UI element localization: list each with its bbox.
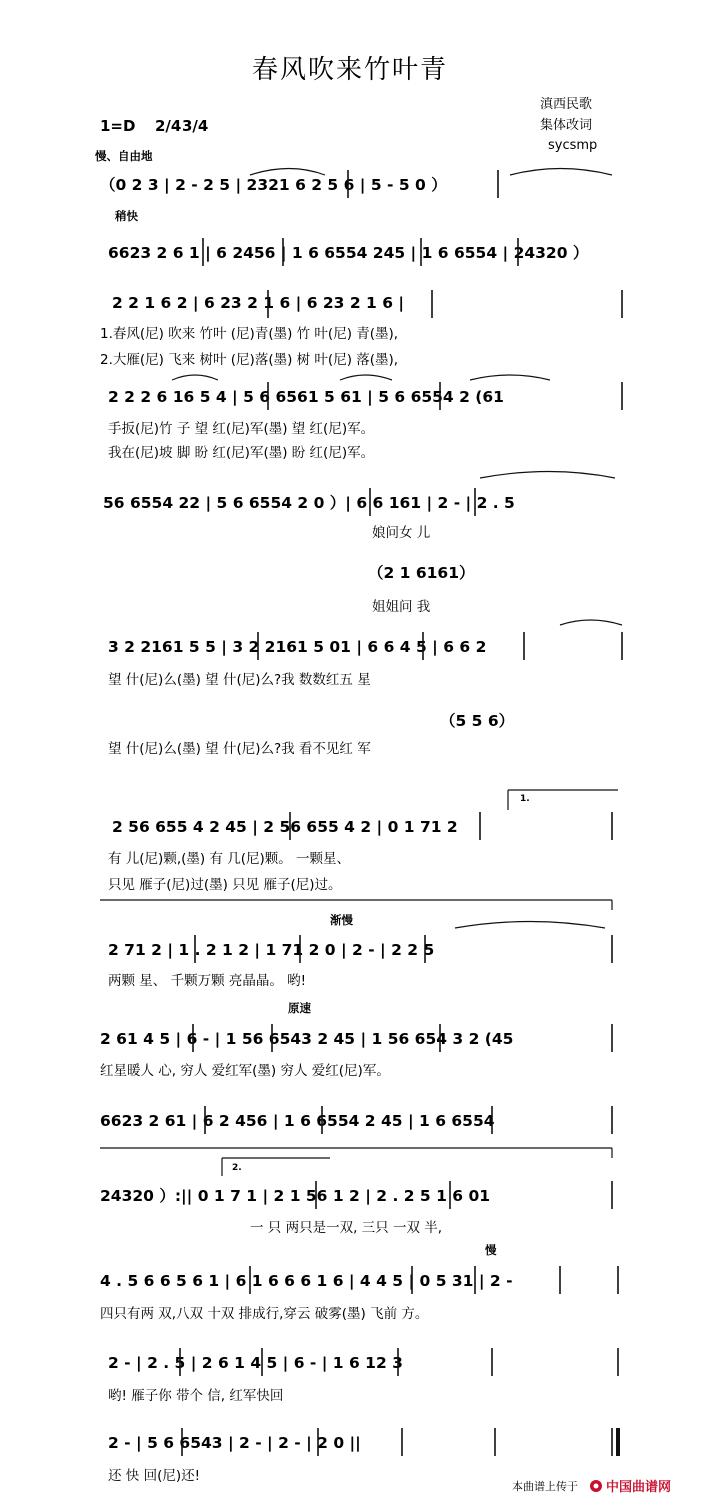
lyric-line-16: 还 快 回(尼)还! <box>108 1468 201 1484</box>
tempo-marking-5: 慢 <box>485 1243 497 1257</box>
tempo-marking-3: 渐慢 <box>330 913 353 927</box>
lyric-line-2: 2.大雁(尼) 飞来 树叶 (尼)落(墨) 树 叶(尼) 落(墨), <box>100 352 399 368</box>
music-line-2: 6623 2 6 1 | 6 2456 | 1 6 6554 245 | 1 6 6554 | 24320 ） <box>108 244 589 262</box>
music-line-9: 2 56 655 4 2 45 | 2 56 655 4 2 | 0 1 71 2 <box>112 818 458 836</box>
music-line-8: （5 5 6） <box>440 712 515 730</box>
credit-lyrics: 集体改词 <box>540 118 593 133</box>
footer-upload-text: 本曲谱上传于 <box>512 1480 578 1493</box>
lyric-line-13: 一 只 两只是一双, 三只 一双 半, <box>250 1220 443 1236</box>
music-line-1: （0 2 3 | 2 - 2 5 | 2321 6 2 5 6 | 5 - 5 0 ） <box>100 176 447 194</box>
lyric-line-12: 红星暖人 心, 穷人 爱红军(墨) 穷人 爱红(尼)军。 <box>100 1063 390 1079</box>
time-signature-1: 2/4 <box>155 117 182 135</box>
music-line-4: 2 2 2 6 16 5 4 | 5 6 6561 5 61 | 5 6 6554 2 (61 <box>108 388 504 406</box>
lyric-line-14: 四只有两 双,八双 十双 排成行,穿云 破雾(墨) 飞前 方。 <box>100 1306 429 1322</box>
tempo-marking-1: 慢、自由地 <box>95 149 153 163</box>
lyric-line-8: 望 什(尼)么(墨) 望 什(尼)么?我 看不见红 军 <box>108 741 371 757</box>
time-signature-2: 3/4 <box>182 117 209 135</box>
credit-origin: 滇西民歌 <box>540 97 593 112</box>
lyric-line-10: 只见 雁子(尼)过(墨) 只见 雁子(尼)过。 <box>108 877 342 893</box>
music-line-16: 2 - | 5 6 6543 | 2 - | 2 - | 2 0 || <box>108 1434 361 1452</box>
lyric-line-4: 我在(尼)坡 脚 盼 红(尼)军(墨) 盼 红(尼)军。 <box>108 445 375 461</box>
volta-2: 2. <box>232 1163 242 1173</box>
music-line-10: 2 71 2 | 1 . 2 1 2 | 1 71 2 0 | 2 - | 2 2 5 <box>108 941 435 959</box>
lyric-line-3: 手扳(尼)竹 子 望 红(尼)军(墨) 望 红(尼)军。 <box>108 421 375 437</box>
lyric-line-9: 有 儿(尼)颗,(墨) 有 几(尼)颗。 一颗星、 <box>108 851 351 867</box>
music-line-3: 2 2 1 6 2 | 6 23 2 1 6 | 6 23 2 1 6 | <box>112 294 405 312</box>
site-logo-icon <box>590 1480 602 1492</box>
lyric-line-15: 哟! 雁子你 带个 信, 红军快回 <box>108 1388 284 1404</box>
tempo-marking-2: 稍快 <box>115 209 138 223</box>
lyric-line-7: 望 什(尼)么(墨) 望 什(尼)么?我 数数红五 星 <box>108 672 371 688</box>
page-title: 春风吹来竹叶青 <box>251 55 449 85</box>
music-line-15: 2 - | 2 . 5 | 2 6 1 4 5 | 6 - | 1 6 12 3 <box>108 1354 403 1372</box>
music-line-13: 24320 ）:|| 0 1 7 1 | 2 1 56 1 2 | 2 . 2 5 1 6 01 <box>100 1187 491 1205</box>
lyric-line-1: 1.春风(尼) 吹来 竹叶 (尼)青(墨) 竹 叶(尼) 青(墨), <box>100 326 399 342</box>
lyric-line-5: 娘问女 儿 <box>372 525 431 541</box>
lyric-line-11: 两颗 星、 千颗万颗 亮晶晶。 哟! <box>108 973 307 989</box>
volta-1: 1. <box>520 794 530 804</box>
music-line-6: （2 1 6161） <box>368 564 475 582</box>
lyric-line-6: 姐姐问 我 <box>372 599 431 615</box>
music-line-12: 6623 2 61 | 6 2 456 | 1 6 6554 2 45 | 1 6 6554 <box>100 1112 495 1130</box>
music-line-5: 56 6554 22 | 5 6 6554 2 0 ）| 6 6 161 | 2 - | 2 . 5 <box>103 494 515 512</box>
music-line-14: 4 . 5 6 6 5 6 1 | 6 1 6 6 6 1 6 | 4 4 5 | 0 5 31 | 2 - <box>100 1272 513 1290</box>
tempo-marking-4: 原速 <box>288 1001 311 1015</box>
footer-site-name[interactable]: 中国曲谱网 <box>606 1480 672 1495</box>
music-line-11: 2 61 4 5 | 6 - | 1 56 6543 2 45 | 1 56 654 3 2 (45 <box>100 1030 514 1048</box>
credit-uploader: sycsmp <box>548 138 598 153</box>
key-signature: 1=D <box>100 117 136 135</box>
music-line-7: 3 2 2161 5 5 | 3 2 2161 5 01 | 6 6 4 5 | 6 6 2 <box>108 638 487 656</box>
